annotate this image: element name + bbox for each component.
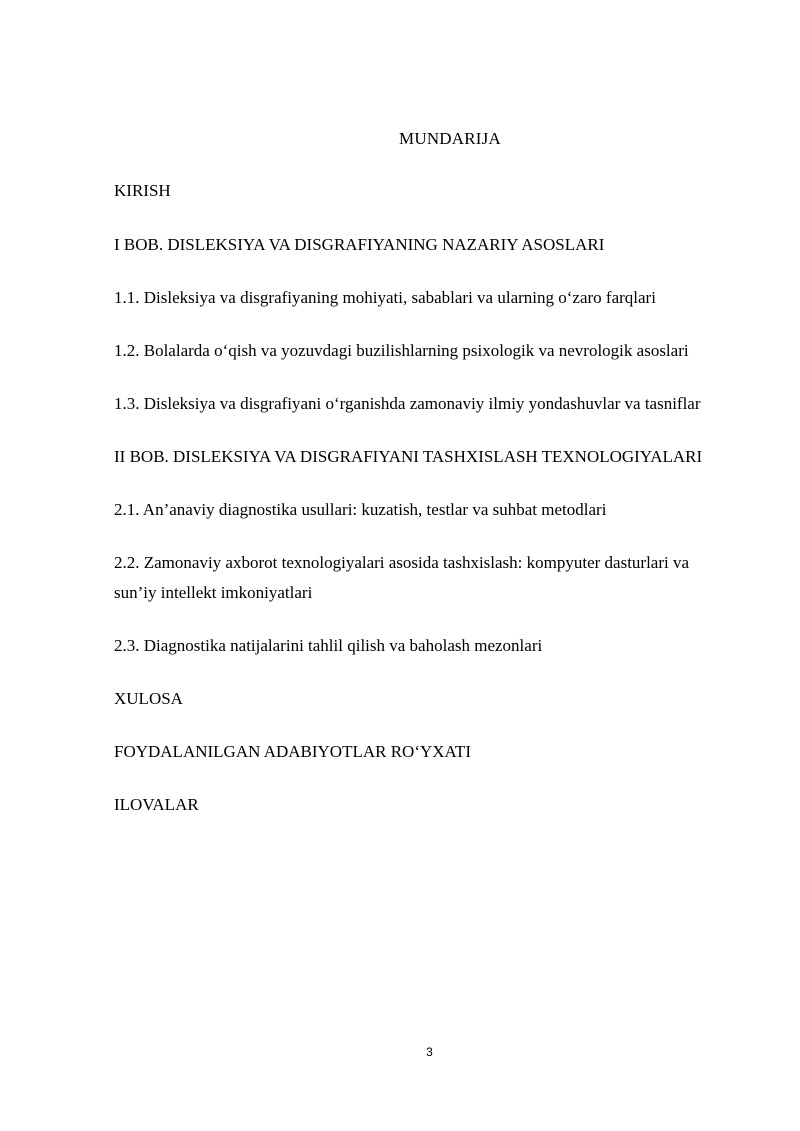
table-of-contents <box>114 176 734 843</box>
toc-entry-chapter-2: II BOB. DISLEKSIYA VA DISGRAFIYANI TASHXISLASH TEXNOLOGIYALARI <box>114 447 703 466</box>
toc-entry-section-2-3: 2.3. Diagnostika natijalarini tahlil qilish va baholash mezonlari <box>114 636 543 655</box>
toc-title: MUNDARIJA <box>399 129 501 148</box>
toc-entry-appendices: ILOVALAR <box>114 795 199 814</box>
page-number: 3 <box>426 1045 433 1059</box>
toc-entry-section-1-3: 1.3. Disleksiya va disgrafiyani o‘rganishda zamonaviy ilmiy yondashuvlar va tasniflar <box>114 394 701 413</box>
toc-entry-references: FOYDALANILGAN ADABIYOTLAR RO‘YXATI <box>114 742 471 761</box>
toc-entry-section-1-2: 1.2. Bolalarda o‘qish va yozuvdagi buzilishlarning psixologik va nevrologik asoslari <box>114 341 689 360</box>
toc-entry-introduction: KIRISH <box>114 181 171 200</box>
toc-entry-section-1-1: 1.1. Disleksiya va disgrafiyaning mohiyati, sabablari va ularning o‘zaro farqlari <box>114 288 656 307</box>
toc-entry-conclusion: XULOSA <box>114 689 183 708</box>
toc-entry-chapter-1: I BOB. DISLEKSIYA VA DISGRAFIYANING NAZARIY ASOSLARI <box>114 235 605 254</box>
toc-entry-section-2-1: 2.1. An’anaviy diagnostika usullari: kuzatish, testlar va suhbat metodlari <box>114 500 607 519</box>
toc-entry-section-2-2: 2.2. Zamonaviy axborot texnologiyalari asosida tashxislash: kompyuter dasturlari va sun’iy intellekt imkoniyatlari <box>114 553 690 602</box>
